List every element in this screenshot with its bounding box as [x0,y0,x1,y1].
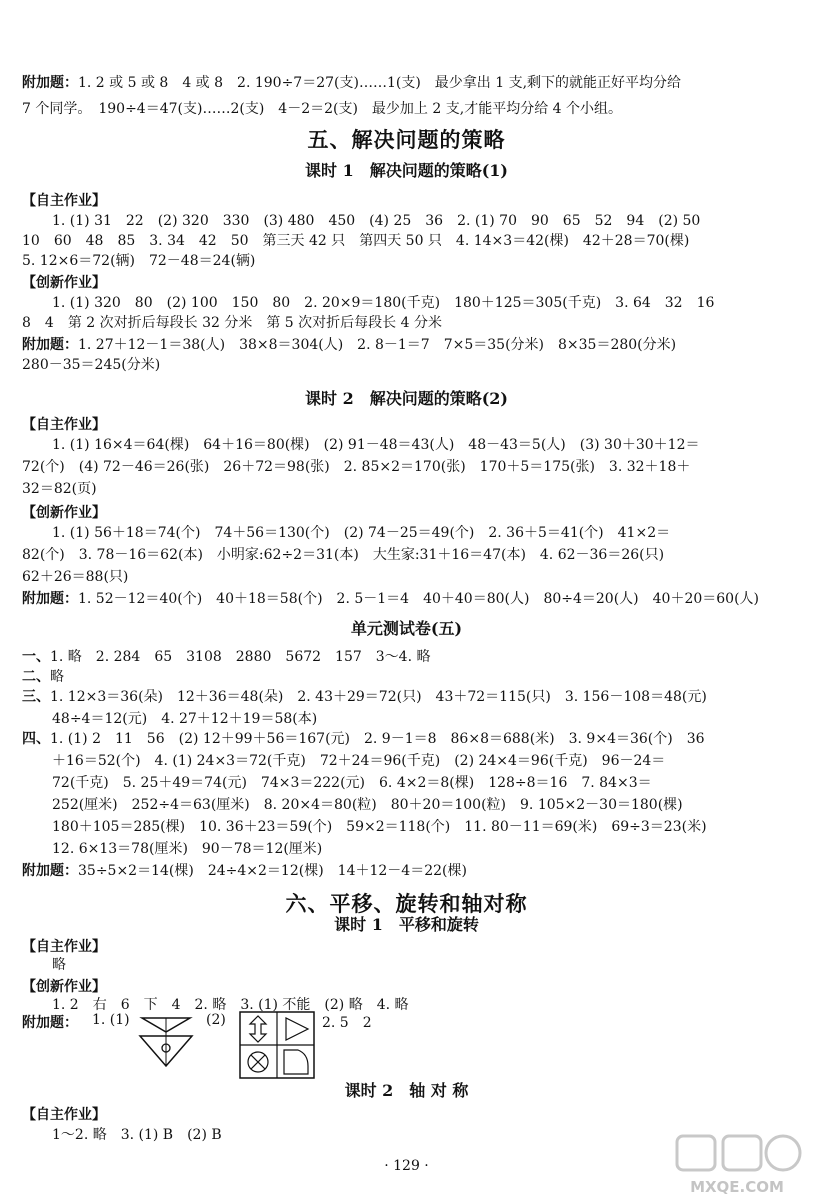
lesson-6-2-title: 课时 2 轴 对 称 [344,1081,469,1100]
answer-line: 1. (1) 320 80 (2) 100 150 80 2. 20×9＝180(千克) 180＋125＝305(千克) 3. 64 32 16 [52,295,715,311]
innovation-work-heading: 【创新作业】 [22,505,106,521]
self-work-heading: 【自主作业】 [22,939,106,955]
extra-question-line-2: 7 个同学。 190÷4＝47(支)……2(支) 4－2＝2(支) 最少加上 2 支,才能平均分给 4 个小组。 [22,101,622,117]
answer-line: 1. 2 右 6 下 4 2. 略 3. (1) 不能 (2) 略 4. 略 [52,997,409,1013]
chapter-5-title: 五、解决问题的策略 [307,127,506,152]
unit-test-line: 48÷4＝12(元) 4. 27＋12＋19＝58(本) [52,711,318,727]
figure-answer-row [22,1010,442,1080]
answer-line: 5. 12×6＝72(辆) 72－48＝24(辆) [22,253,256,269]
lesson-5-1-title: 课时 1 解决问题的策略(1) [305,161,508,180]
unit-test-line: 72(千克) 5. 25＋49＝74(元) 74×3＝222(元) 6. 4×2＝8(棵) 128÷8＝16 7. 84×3＝ [52,775,652,791]
extra-question-line-1: 附加题：1. 2 或 5 或 8 4 或 8 2. 190÷7＝27(支)……1(支) 最少拿出 1 支,剩下的就能正好平均分给 [22,75,682,91]
unit-test-line: 180＋105＝285(棵) 10. 36＋23＝59(个) 59×2＝118(个) 11. 80－11＝69(米) 69÷3＝23(米) [52,819,707,835]
extra-label: 附加题： [22,1015,78,1031]
unit-test-title: 单元测试卷(五) [350,619,463,638]
self-work-heading: 【自主作业】 [22,417,106,433]
answer-line: 1. (1) 56＋18＝74(个) 74＋56＝130(个) (2) 74－25＝49(个) 2. 36＋5＝41(个) 41×2＝ [52,525,671,541]
answer-line: 8 4 第 2 次对折后每段长 32 分米 第 5 次对折后每段长 4 分米 [22,315,442,331]
extra-question-line: 附加题：35÷5×2＝14(棵) 24÷4×2＝12(棵) 14＋12－4＝22(棵) [22,863,467,879]
answer-line: 1～2. 略 3. (1) B (2) B [52,1127,222,1143]
figure-part-1-label: 1. (1) [92,1012,130,1028]
grid-shapes-figure [238,1010,316,1080]
answer-line: 1. (1) 16×4＝64(棵) 64＋16＝80(棵) (2) 91－48＝43(人) 48－43＝5(人) (3) 30＋30＋12＝ [52,437,700,453]
self-work-heading: 【自主作业】 [22,193,106,209]
unit-test-line: 12. 6×13＝78(厘米) 90－78＝12(厘米) [52,841,323,857]
answer-line: 略 [52,957,66,973]
extra-question-line: 附加题：1. 27＋12－1＝38(人) 38×8＝304(人) 2. 8－1＝7 7×5＝35(分米) 8×35＝280(分米) [22,337,677,353]
answer-line: 280－35＝245(分米) [22,357,161,373]
unit-test-line: 252(厘米) 252÷4＝63(厘米) 8. 20×4＝80(粒) 80＋20＝100(粒) 9. 105×2－30＝180(棵) [52,797,683,813]
unit-test-line: 四、1. (1) 2 11 56 (2) 12＋99＋56＝167(元) 2. 9－1＝8 86×8＝688(米) 3. 9×4＝36(个) 36 [22,731,705,747]
figure-part-2-label: (2) [206,1012,226,1028]
chapter-6-title: 六、平移、旋转和轴对称 [285,891,528,916]
innovation-work-heading: 【创新作业】 [22,979,106,995]
unit-test-line: 三、1. 12×3＝36(朵) 12＋36＝48(朵) 2. 43＋29＝72(只) 43＋72＝115(只) 3. 156－108＝48(元) [22,689,707,705]
lesson-6-1-title: 课时 1 平移和旋转 [334,915,479,934]
answer-line: 10 60 48 85 3. 34 42 50 第三天 42 只 第四天 50 只 4. 14×3＝42(棵) 42＋28＝70(棵) [22,233,690,249]
lesson-5-2-title: 课时 2 解决问题的策略(2) [305,389,508,408]
answer-line: 32＝82(页) [22,481,97,497]
answer-line: 82(个) 3. 78－16＝62(本) 小明家:62÷2＝31(本) 大生家:31＋16＝47(本) 4. 62－36＝26(只) [22,547,665,563]
figure-part-3-answer: 2. 5 2 [322,1015,372,1031]
watermark-text: MXQE.COM [690,1178,784,1196]
self-work-heading: 【自主作业】 [22,1107,106,1123]
innovation-work-heading: 【创新作业】 [22,275,106,291]
extra-question-line: 附加题：1. 52－12＝40(个) 40＋18＝58(个) 2. 5－1＝4 40＋40＝80(人) 80÷4＝20(人) 40＋20＝60(人) [22,591,759,607]
page-number: · 129 · [384,1158,429,1174]
answer-line: 62＋26＝88(只) [22,569,129,585]
rotated-triangle-figure [134,1012,198,1072]
unit-test-line: ＋16＝52(个) 4. (1) 24×3＝72(千克) 72＋24＝96(千克) (2) 24×4＝96(千克) 96－24＝ [52,753,666,769]
unit-test-line: 二、略 [22,669,64,685]
answer-line: 72(个) (4) 72－46＝26(张) 26＋72＝98(张) 2. 85×2＝170(张) 170＋5＝175(张) 3. 32＋18＋ [22,459,691,475]
unit-test-line: 一、1. 略 2. 284 65 3108 2880 5672 157 3～4. 略 [22,649,431,665]
watermark-logo [637,1130,807,1200]
answer-line: 1. (1) 31 22 (2) 320 330 (3) 480 450 (4) 25 36 2. (1) 70 90 65 52 94 (2) 50 [52,213,701,229]
